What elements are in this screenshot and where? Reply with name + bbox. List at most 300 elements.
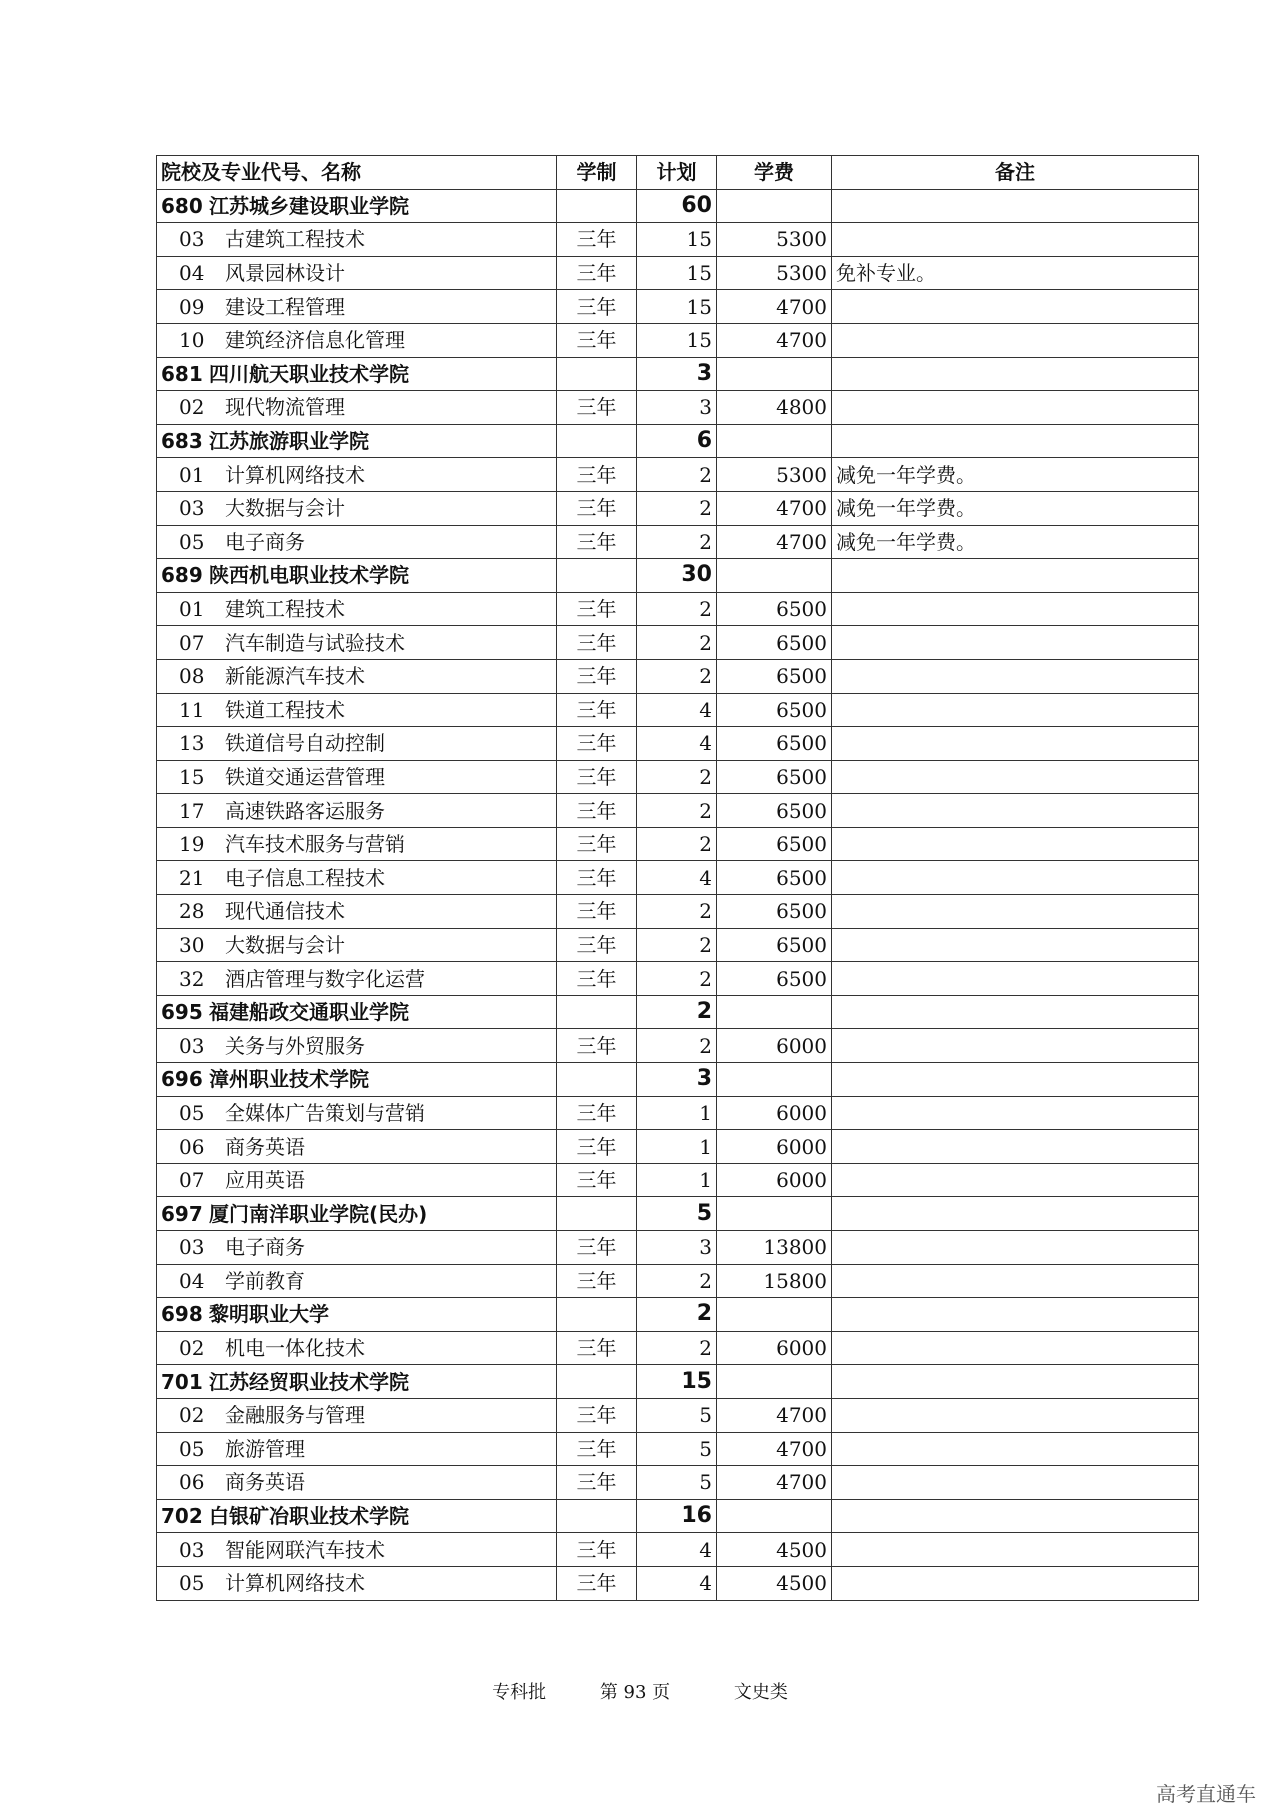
major-fee: 6500 (717, 895, 832, 929)
major-plan: 2 (637, 659, 717, 693)
major-name: 古建筑工程技术 (225, 227, 365, 252)
major-name-cell (157, 491, 557, 525)
major-name-cell (157, 1533, 557, 1567)
major-name: 新能源汽车技术 (225, 664, 365, 689)
major-fee: 5300 (717, 256, 832, 290)
school-plan: 16 (637, 1499, 717, 1533)
major-name: 商务英语 (225, 1134, 305, 1159)
major-plan: 2 (637, 1264, 717, 1298)
header-fee: 学费 (717, 156, 832, 190)
school-length (557, 1197, 637, 1231)
school-row (157, 1499, 1199, 1533)
major-name-cell (157, 626, 557, 660)
footer-category: 文史类 (733, 1682, 788, 1703)
major-code: 11 (179, 697, 205, 722)
school-length (557, 995, 637, 1029)
major-row (157, 962, 1199, 996)
major-row (157, 458, 1199, 492)
major-plan: 5 (637, 1466, 717, 1500)
school-plan: 3 (637, 357, 717, 391)
header-length: 学制 (557, 156, 637, 190)
school-name-cell (157, 559, 557, 593)
major-plan: 15 (637, 223, 717, 257)
school-length (557, 1298, 637, 1332)
major-fee: 4700 (717, 1398, 832, 1432)
school-length (557, 189, 637, 223)
major-name: 电子商务 (225, 529, 305, 554)
major-note (832, 760, 1199, 794)
major-length: 三年 (557, 895, 637, 929)
major-row (157, 693, 1199, 727)
major-name: 建设工程管理 (225, 294, 345, 319)
major-plan: 4 (637, 693, 717, 727)
major-plan: 2 (637, 525, 717, 559)
major-note (832, 1566, 1199, 1600)
school-code: 695 (161, 1000, 203, 1025)
major-plan: 2 (637, 592, 717, 626)
major-fee: 4700 (717, 525, 832, 559)
school-length (557, 357, 637, 391)
major-length: 三年 (557, 626, 637, 660)
major-name: 建筑工程技术 (225, 597, 345, 622)
page-footer (0, 1678, 1280, 1704)
school-name-cell (157, 1298, 557, 1332)
major-fee: 6500 (717, 928, 832, 962)
major-plan: 2 (637, 760, 717, 794)
school-row (157, 1063, 1199, 1097)
major-name: 计算机网络技术 (225, 462, 365, 487)
major-fee: 6500 (717, 592, 832, 626)
school-name: 江苏旅游职业学院 (209, 429, 369, 454)
major-code: 30 (179, 932, 205, 957)
major-code: 15 (179, 764, 205, 789)
school-name: 江苏城乡建设职业学院 (209, 193, 409, 218)
school-plan: 30 (637, 559, 717, 593)
major-row (157, 1432, 1199, 1466)
major-row (157, 760, 1199, 794)
major-plan: 4 (637, 1533, 717, 1567)
school-note (832, 559, 1199, 593)
major-length: 三年 (557, 760, 637, 794)
school-length (557, 1063, 637, 1097)
major-note (832, 592, 1199, 626)
major-name: 现代物流管理 (225, 395, 345, 420)
major-fee: 6500 (717, 794, 832, 828)
major-plan: 4 (637, 1566, 717, 1600)
major-note: 免补专业。 (832, 256, 1199, 290)
major-plan: 5 (637, 1432, 717, 1466)
major-code: 03 (179, 496, 205, 521)
major-name: 铁道工程技术 (225, 697, 345, 722)
major-name: 建筑经济信息化管理 (225, 328, 405, 353)
major-fee: 4500 (717, 1533, 832, 1567)
major-length: 三年 (557, 1096, 637, 1130)
major-row (157, 626, 1199, 660)
major-code: 17 (179, 798, 205, 823)
school-code: 698 (161, 1302, 203, 1327)
school-code: 680 (161, 193, 203, 218)
major-row (157, 491, 1199, 525)
major-code: 10 (179, 328, 205, 353)
school-row (157, 357, 1199, 391)
school-row (157, 189, 1199, 223)
header-note: 备注 (832, 156, 1199, 190)
major-row (157, 1398, 1199, 1432)
major-row (157, 1163, 1199, 1197)
major-note (832, 962, 1199, 996)
school-note (832, 189, 1199, 223)
major-length: 三年 (557, 391, 637, 425)
major-plan: 4 (637, 727, 717, 761)
school-code: 681 (161, 361, 203, 386)
school-name: 白银矿冶职业技术学院 (209, 1504, 409, 1529)
major-fee: 6500 (717, 827, 832, 861)
school-note (832, 424, 1199, 458)
major-code: 03 (179, 1235, 205, 1260)
major-fee: 6500 (717, 861, 832, 895)
school-length (557, 424, 637, 458)
major-plan: 1 (637, 1096, 717, 1130)
major-fee: 4700 (717, 290, 832, 324)
major-plan: 15 (637, 256, 717, 290)
school-name: 漳州职业技术学院 (209, 1067, 369, 1092)
major-code: 05 (179, 1571, 205, 1596)
major-name-cell (157, 928, 557, 962)
major-fee: 6000 (717, 1029, 832, 1063)
major-code: 05 (179, 529, 205, 554)
major-name: 关务与外贸服务 (225, 1033, 365, 1058)
major-row (157, 727, 1199, 761)
major-row (157, 928, 1199, 962)
major-code: 06 (179, 1134, 205, 1159)
major-length: 三年 (557, 659, 637, 693)
major-plan: 3 (637, 391, 717, 425)
major-code: 07 (179, 1168, 205, 1193)
school-note (832, 1298, 1199, 1332)
school-name-cell (157, 1063, 557, 1097)
major-name: 风景园林设计 (225, 261, 345, 286)
header-name: 院校及专业代号、名称 (157, 156, 557, 190)
major-name: 学前教育 (225, 1268, 305, 1293)
school-name: 四川航天职业技术学院 (209, 361, 409, 386)
school-name: 江苏经贸职业技术学院 (209, 1369, 409, 1394)
major-name: 计算机网络技术 (225, 1571, 365, 1596)
school-note (832, 1197, 1199, 1231)
major-fee: 5300 (717, 223, 832, 257)
school-plan: 60 (637, 189, 717, 223)
major-code: 19 (179, 832, 205, 857)
major-row (157, 1130, 1199, 1164)
major-code: 06 (179, 1470, 205, 1495)
major-name-cell (157, 760, 557, 794)
school-plan: 3 (637, 1063, 717, 1097)
major-length: 三年 (557, 1466, 637, 1500)
school-name-cell (157, 995, 557, 1029)
major-row (157, 223, 1199, 257)
header-plan: 计划 (637, 156, 717, 190)
major-row (157, 256, 1199, 290)
major-code: 05 (179, 1100, 205, 1125)
school-fee (717, 1499, 832, 1533)
major-length: 三年 (557, 727, 637, 761)
school-fee (717, 1197, 832, 1231)
major-fee: 6500 (717, 626, 832, 660)
major-plan: 2 (637, 928, 717, 962)
major-name: 商务英语 (225, 1470, 305, 1495)
major-name-cell (157, 458, 557, 492)
major-length: 三年 (557, 290, 637, 324)
major-length: 三年 (557, 1130, 637, 1164)
major-name-cell (157, 223, 557, 257)
major-row (157, 659, 1199, 693)
major-length: 三年 (557, 693, 637, 727)
major-name-cell (157, 895, 557, 929)
school-note (832, 1063, 1199, 1097)
major-row (157, 1533, 1199, 1567)
major-row (157, 323, 1199, 357)
major-plan: 2 (637, 895, 717, 929)
major-name: 现代通信技术 (225, 899, 345, 924)
major-note (832, 391, 1199, 425)
major-name: 高速铁路客运服务 (225, 798, 385, 823)
school-code: 697 (161, 1201, 203, 1226)
major-length: 三年 (557, 256, 637, 290)
major-length: 三年 (557, 794, 637, 828)
major-name-cell (157, 1466, 557, 1500)
major-note (832, 1231, 1199, 1265)
major-row (157, 592, 1199, 626)
major-name: 旅游管理 (225, 1436, 305, 1461)
major-length: 三年 (557, 1432, 637, 1466)
major-note (832, 727, 1199, 761)
major-name-cell (157, 1029, 557, 1063)
major-name: 大数据与会计 (225, 932, 345, 957)
major-length: 三年 (557, 928, 637, 962)
school-code: 702 (161, 1504, 203, 1529)
major-name-cell (157, 1432, 557, 1466)
major-name-cell (157, 1331, 557, 1365)
school-name: 陕西机电职业技术学院 (209, 563, 409, 588)
major-length: 三年 (557, 1029, 637, 1063)
major-row (157, 290, 1199, 324)
major-note (832, 1432, 1199, 1466)
major-name: 铁道交通运营管理 (225, 764, 385, 789)
major-code: 04 (179, 261, 205, 286)
major-note (832, 1331, 1199, 1365)
major-length: 三年 (557, 962, 637, 996)
major-length: 三年 (557, 1533, 637, 1567)
major-name: 酒店管理与数字化运营 (225, 966, 425, 991)
school-note (832, 1499, 1199, 1533)
major-note (832, 693, 1199, 727)
major-name: 机电一体化技术 (225, 1336, 365, 1361)
school-name-cell (157, 189, 557, 223)
school-code: 696 (161, 1067, 203, 1092)
major-note (832, 1264, 1199, 1298)
major-row (157, 1231, 1199, 1265)
table-body (157, 189, 1199, 1600)
major-fee: 4700 (717, 323, 832, 357)
major-length: 三年 (557, 1163, 637, 1197)
major-code: 03 (179, 227, 205, 252)
major-name: 智能网联汽车技术 (225, 1537, 385, 1562)
major-name: 大数据与会计 (225, 496, 345, 521)
major-row (157, 1566, 1199, 1600)
major-note (832, 1029, 1199, 1063)
major-name-cell (157, 1398, 557, 1432)
major-fee: 4700 (717, 491, 832, 525)
school-note (832, 995, 1199, 1029)
major-note (832, 1466, 1199, 1500)
major-note (832, 861, 1199, 895)
major-note (832, 1533, 1199, 1567)
major-note (832, 1130, 1199, 1164)
major-fee: 6000 (717, 1163, 832, 1197)
major-name-cell (157, 290, 557, 324)
school-name: 厦门南洋职业学院(民办) (209, 1201, 428, 1226)
major-note (832, 1096, 1199, 1130)
school-name: 黎明职业大学 (209, 1302, 329, 1327)
school-note (832, 1365, 1199, 1399)
admission-plan-table (156, 155, 1199, 1601)
major-plan: 4 (637, 861, 717, 895)
major-code: 02 (179, 395, 205, 420)
major-name-cell (157, 794, 557, 828)
major-code: 08 (179, 664, 205, 689)
major-code: 05 (179, 1436, 205, 1461)
school-fee (717, 189, 832, 223)
school-name-cell (157, 357, 557, 391)
major-length: 三年 (557, 323, 637, 357)
major-length: 三年 (557, 827, 637, 861)
major-plan: 2 (637, 458, 717, 492)
major-code: 01 (179, 462, 205, 487)
major-note (832, 794, 1199, 828)
major-plan: 2 (637, 794, 717, 828)
major-fee: 6000 (717, 1130, 832, 1164)
major-fee: 6500 (717, 962, 832, 996)
major-note (832, 1163, 1199, 1197)
school-fee (717, 424, 832, 458)
major-name-cell (157, 1264, 557, 1298)
major-row (157, 525, 1199, 559)
major-length: 三年 (557, 592, 637, 626)
major-name-cell (157, 256, 557, 290)
major-row (157, 1029, 1199, 1063)
school-row (157, 1365, 1199, 1399)
footer-page-number: 第 93 页 (599, 1682, 671, 1703)
major-length: 三年 (557, 491, 637, 525)
school-name-cell (157, 1499, 557, 1533)
major-note (832, 223, 1199, 257)
school-row (157, 1298, 1199, 1332)
school-length (557, 1365, 637, 1399)
school-row (157, 1197, 1199, 1231)
major-note (832, 659, 1199, 693)
school-length (557, 1499, 637, 1533)
major-plan: 2 (637, 626, 717, 660)
major-note (832, 626, 1199, 660)
major-name-cell (157, 1163, 557, 1197)
school-fee (717, 1298, 832, 1332)
major-name-cell (157, 1231, 557, 1265)
major-name-cell (157, 727, 557, 761)
school-fee (717, 995, 832, 1029)
school-name: 福建船政交通职业学院 (209, 1000, 409, 1025)
school-length (557, 559, 637, 593)
major-note: 减免一年学费。 (832, 525, 1199, 559)
major-fee: 6500 (717, 727, 832, 761)
major-code: 28 (179, 899, 205, 924)
major-fee: 4800 (717, 391, 832, 425)
school-fee (717, 1365, 832, 1399)
major-name-cell (157, 1096, 557, 1130)
major-row (157, 794, 1199, 828)
major-code: 03 (179, 1537, 205, 1562)
major-row (157, 861, 1199, 895)
major-code: 03 (179, 1033, 205, 1058)
major-code: 02 (179, 1336, 205, 1361)
major-code: 13 (179, 731, 205, 756)
major-name: 汽车技术服务与营销 (225, 832, 405, 857)
major-length: 三年 (557, 1231, 637, 1265)
major-length: 三年 (557, 1331, 637, 1365)
major-name-cell (157, 592, 557, 626)
school-note (832, 357, 1199, 391)
school-plan: 15 (637, 1365, 717, 1399)
major-name: 金融服务与管理 (225, 1403, 365, 1428)
school-fee (717, 357, 832, 391)
major-note (832, 928, 1199, 962)
major-name-cell (157, 861, 557, 895)
major-name: 全媒体广告策划与营销 (225, 1100, 425, 1125)
major-name-cell (157, 1130, 557, 1164)
major-fee: 15800 (717, 1264, 832, 1298)
school-name-cell (157, 1365, 557, 1399)
school-row (157, 559, 1199, 593)
major-name-cell (157, 323, 557, 357)
major-plan: 1 (637, 1163, 717, 1197)
school-plan: 5 (637, 1197, 717, 1231)
school-row (157, 995, 1199, 1029)
major-length: 三年 (557, 525, 637, 559)
major-fee: 6500 (717, 659, 832, 693)
school-code: 683 (161, 429, 203, 454)
major-fee: 13800 (717, 1231, 832, 1265)
major-name: 汽车制造与试验技术 (225, 630, 405, 655)
major-plan: 2 (637, 1029, 717, 1063)
major-plan: 2 (637, 1331, 717, 1365)
major-fee: 5300 (717, 458, 832, 492)
major-code: 32 (179, 966, 205, 991)
major-note (832, 1398, 1199, 1432)
school-code: 689 (161, 563, 203, 588)
major-length: 三年 (557, 223, 637, 257)
school-fee (717, 1063, 832, 1097)
major-row (157, 827, 1199, 861)
major-name-cell (157, 659, 557, 693)
school-code: 701 (161, 1369, 203, 1394)
major-fee: 6000 (717, 1331, 832, 1365)
major-name: 电子商务 (225, 1235, 305, 1260)
major-name-cell (157, 693, 557, 727)
major-name-cell (157, 525, 557, 559)
major-row (157, 1331, 1199, 1365)
major-code: 01 (179, 597, 205, 622)
major-length: 三年 (557, 1566, 637, 1600)
major-name-cell (157, 827, 557, 861)
major-plan: 15 (637, 323, 717, 357)
